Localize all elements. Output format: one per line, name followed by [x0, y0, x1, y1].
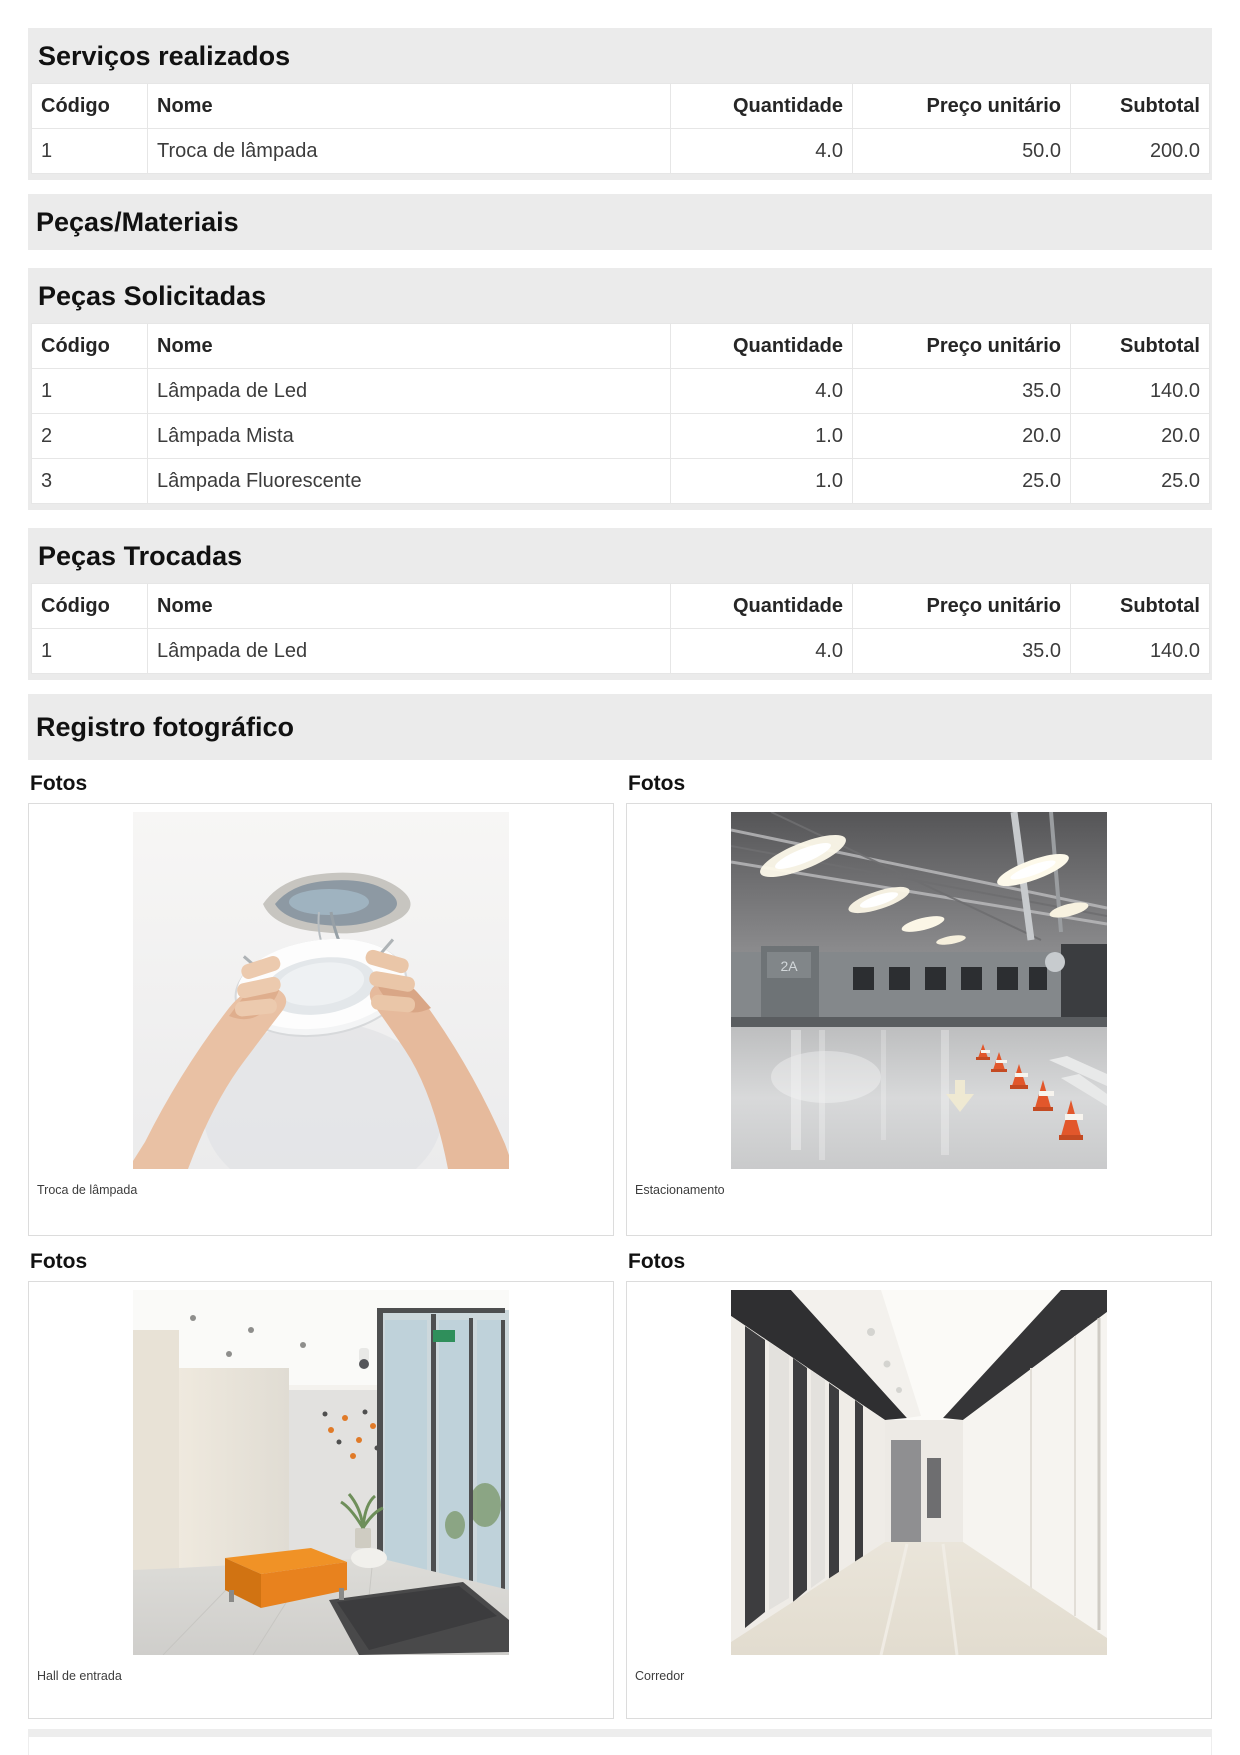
photo-estacionamento [731, 812, 1107, 1169]
col-header-subtotal: Subtotal [1071, 584, 1210, 629]
photo-caption: Estacionamento [635, 1182, 725, 1197]
table-header-row [32, 584, 1210, 629]
col-header-preco-unitario: Preço unitário [853, 84, 1071, 129]
photo-hall-de-entrada [133, 1290, 509, 1655]
col-header-subtotal: Subtotal [1071, 324, 1210, 369]
section-title-pecas-trocadas: Peças Trocadas [38, 541, 243, 572]
cell-codigo: 2 [32, 414, 148, 459]
cell-codigo: 1 [32, 129, 148, 174]
cell-quantidade: 4.0 [671, 369, 853, 414]
col-header-codigo: Código [32, 584, 148, 629]
col-header-quantidade: Quantidade [671, 584, 853, 629]
col-header-nome: Nome [148, 84, 671, 129]
section-title-registro-fotografico: Registro fotográfico [28, 694, 1212, 759]
photo-block-heading: Fotos [628, 1249, 686, 1273]
photo-block-corredor [626, 1236, 1212, 1719]
photo-block-heading: Fotos [30, 1249, 88, 1273]
col-header-quantidade: Quantidade [671, 324, 853, 369]
cell-preco: 35.0 [853, 369, 1071, 414]
col-header-preco-unitario: Preço unitário [853, 324, 1071, 369]
cell-quantidade: 4.0 [671, 129, 853, 174]
cell-preco: 50.0 [853, 129, 1071, 174]
cell-preco: 25.0 [853, 459, 1071, 504]
photo-card [626, 803, 1212, 1236]
table-row [32, 629, 1210, 674]
cell-nome: Lâmpada de Led [148, 629, 671, 674]
cell-codigo: 1 [32, 369, 148, 414]
col-header-codigo: Código [32, 324, 148, 369]
table-row [32, 129, 1210, 174]
cell-nome: Lâmpada de Led [148, 369, 671, 414]
photo-caption: Corredor [635, 1668, 685, 1683]
photo-block-heading: Fotos [628, 771, 686, 795]
cell-nome: Lâmpada Mista [148, 414, 671, 459]
cell-subtotal: 200.0 [1071, 129, 1210, 174]
table-row [32, 369, 1210, 414]
section-title-pecas-materiais: Peças/Materiais [28, 194, 1212, 249]
cell-codigo: 1 [32, 629, 148, 674]
photo-block-troca-de-lampada [28, 760, 614, 1236]
table-card-pecas-solicitadas [28, 268, 1212, 510]
col-header-subtotal: Subtotal [1071, 84, 1210, 129]
section-title-servicos-realizados: Serviços realizados [38, 41, 291, 71]
cell-nome: Lâmpada Fluorescente [148, 459, 671, 504]
col-header-preco-unitario: Preço unitário [853, 584, 1071, 629]
parking-sign-2a: 2A [780, 957, 798, 974]
table-card-pecas-trocadas [28, 528, 1212, 680]
cell-preco: 20.0 [853, 414, 1071, 459]
cell-preco: 35.0 [853, 629, 1071, 674]
photo-caption: Troca de lâmpada [37, 1182, 138, 1197]
table-card-servicos-realizados [28, 28, 1212, 180]
cell-subtotal: 140.0 [1071, 629, 1210, 674]
table-pecas-solicitadas [31, 323, 1210, 504]
col-header-quantidade: Quantidade [671, 84, 853, 129]
photo-card [28, 803, 614, 1236]
photo-block-heading: Fotos [30, 771, 88, 795]
photo-card [626, 1281, 1212, 1719]
photos-grid-row2 [28, 1236, 1212, 1719]
cell-subtotal: 140.0 [1071, 369, 1210, 414]
cell-codigo: 3 [32, 459, 148, 504]
report-content [28, 0, 1212, 1755]
col-header-nome: Nome [148, 584, 671, 629]
table-pecas-trocadas [31, 583, 1210, 674]
photo-block-estacionamento [626, 760, 1212, 1236]
cell-nome: Troca de lâmpada [148, 129, 671, 174]
next-section-peek-band [28, 1729, 1212, 1737]
table-row [32, 459, 1210, 504]
cell-subtotal: 20.0 [1071, 414, 1210, 459]
section-title-pecas-solicitadas: Peças Solicitadas [38, 280, 267, 311]
table-header-row [32, 324, 1210, 369]
photo-block-hall-de-entrada [28, 1236, 614, 1719]
photo-troca-de-lampada [133, 812, 509, 1169]
photos-grid-row1 [28, 760, 1212, 1236]
photo-caption: Hall de entrada [37, 1668, 122, 1683]
cell-quantidade: 1.0 [671, 459, 853, 504]
photo-card [28, 1281, 614, 1719]
col-header-nome: Nome [148, 324, 671, 369]
cell-quantidade: 1.0 [671, 414, 853, 459]
photo-corredor [731, 1290, 1107, 1655]
table-header-row [32, 84, 1210, 129]
cell-quantidade: 4.0 [671, 629, 853, 674]
table-row [32, 414, 1210, 459]
col-header-codigo: Código [32, 84, 148, 129]
next-section-peek-body [28, 1737, 1212, 1755]
cell-subtotal: 25.0 [1071, 459, 1210, 504]
table-servicos-realizados [31, 83, 1210, 174]
